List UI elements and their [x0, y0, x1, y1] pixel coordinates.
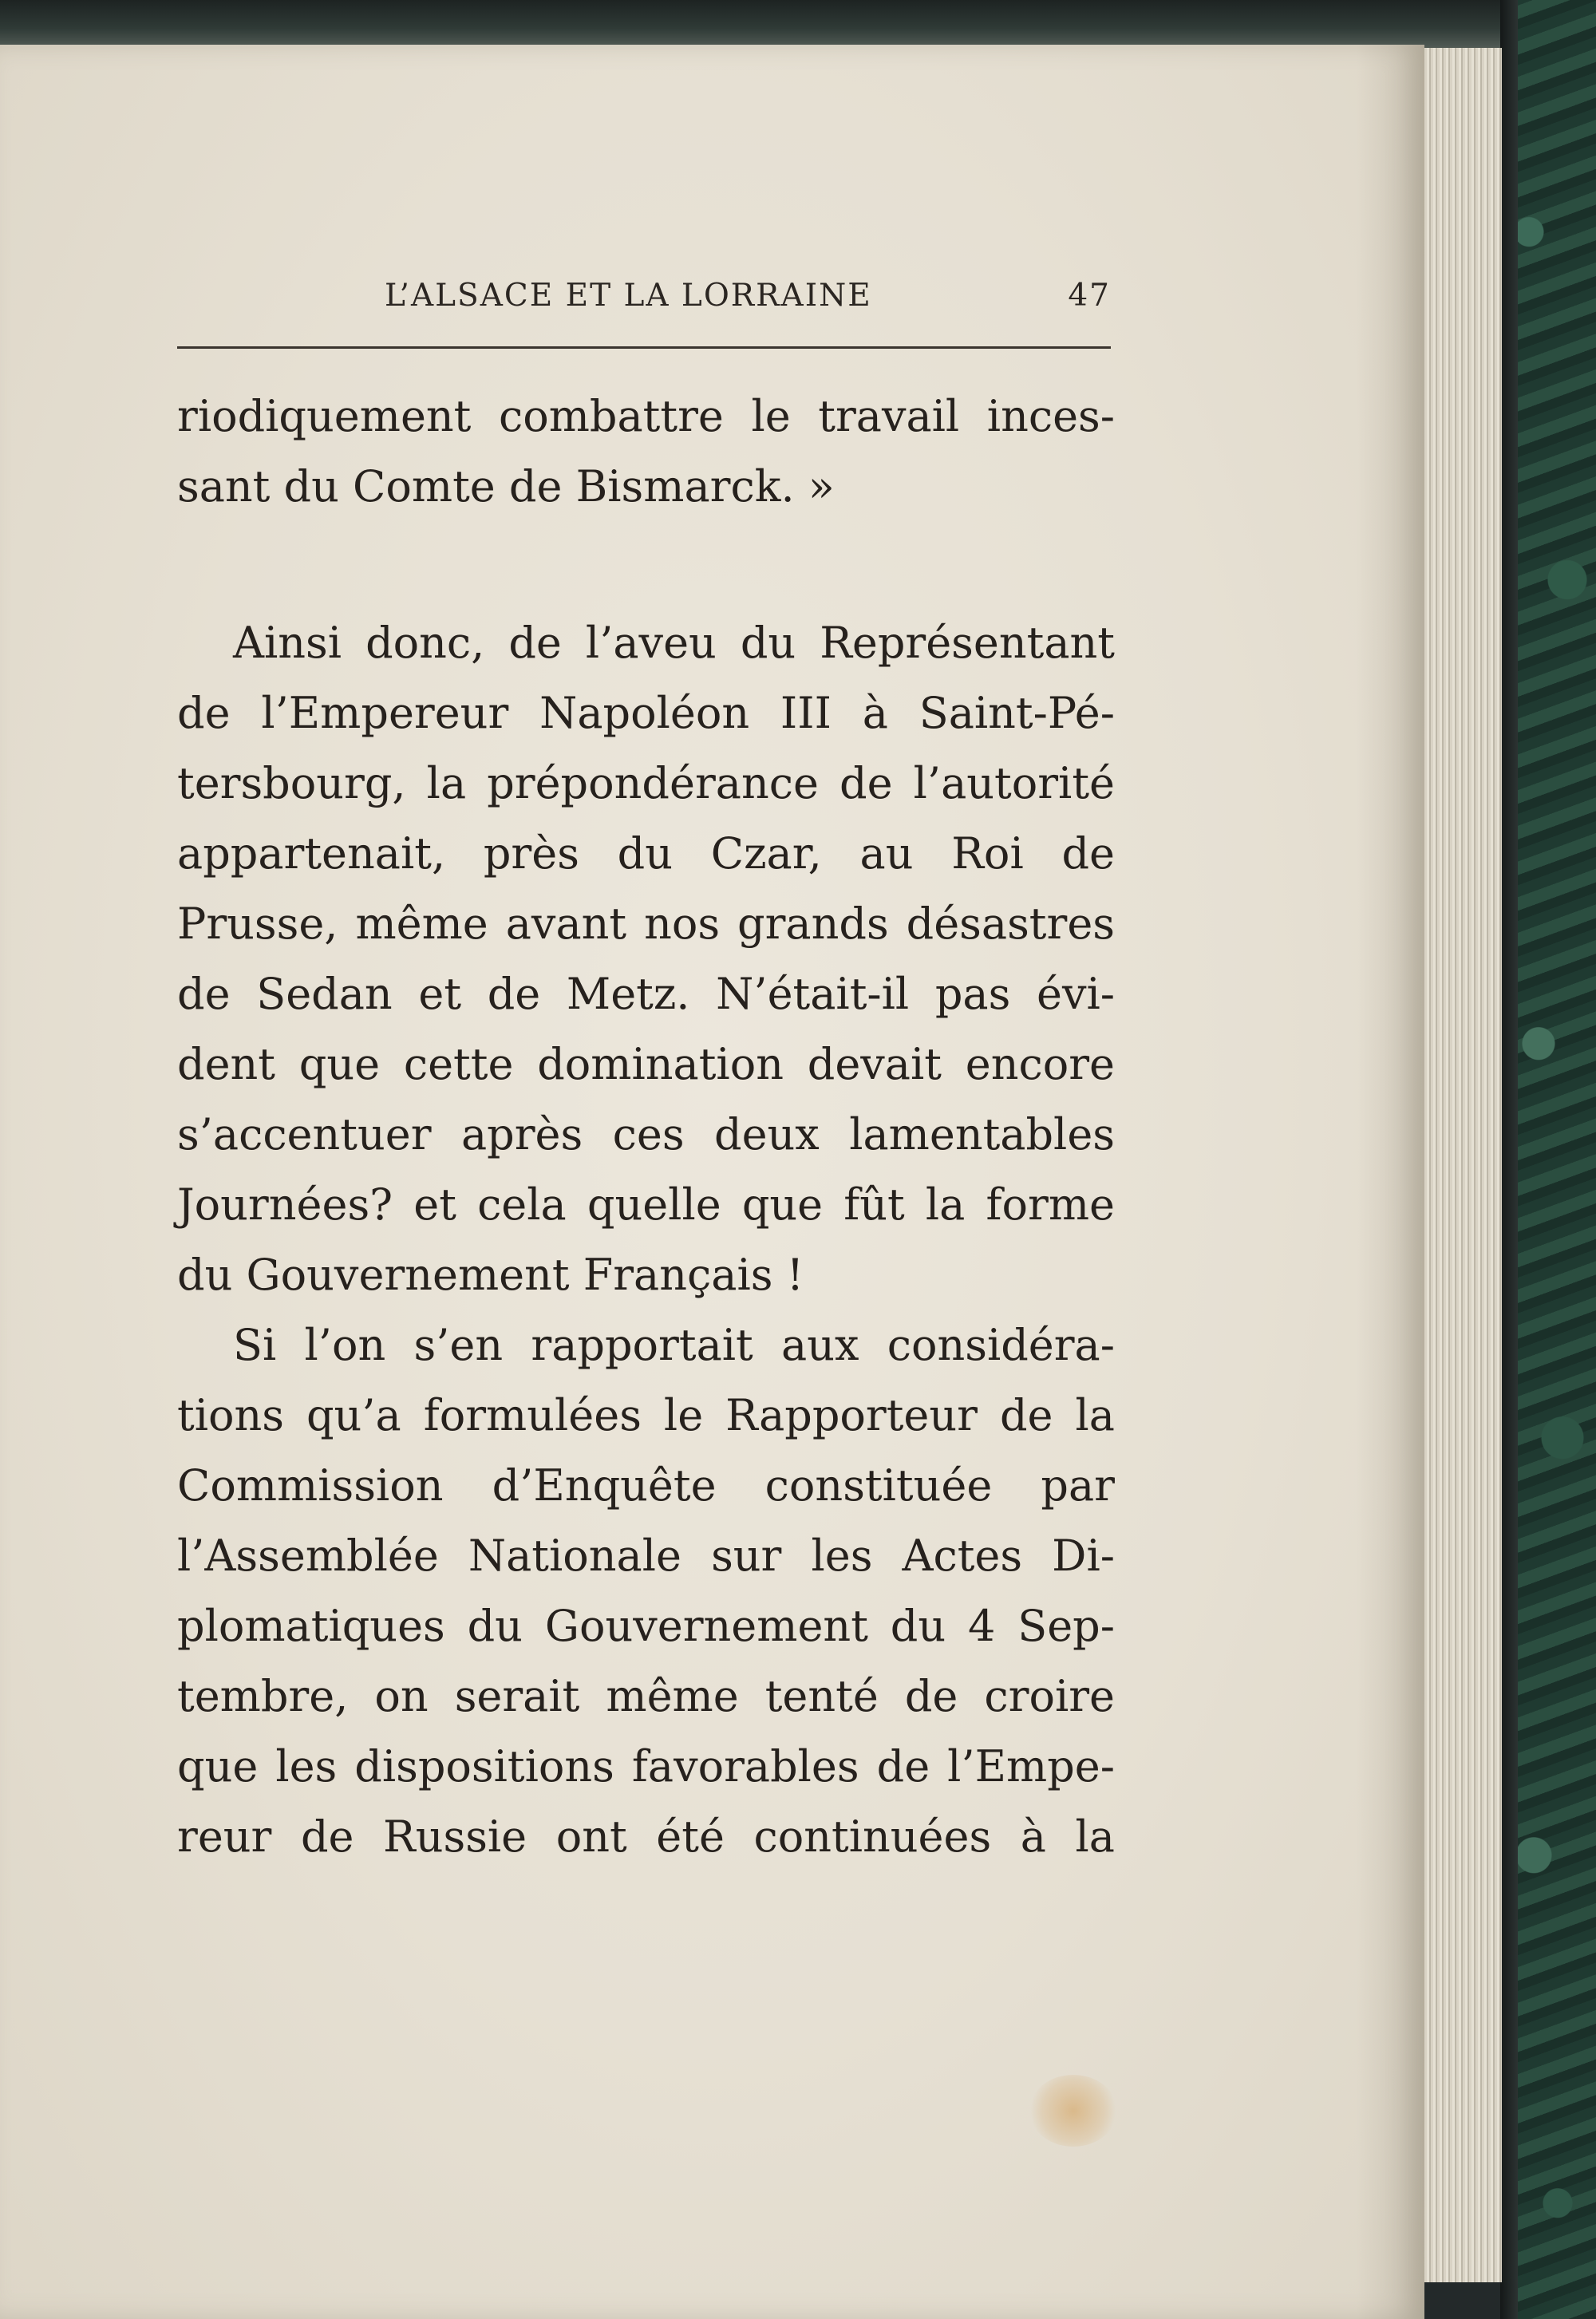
- page-stack-edges: [1414, 48, 1504, 2282]
- text-line: du Gouvernement Français !: [177, 1250, 804, 1300]
- text-line: que les dispositions favorables de l’Empe-: [177, 1741, 1115, 1792]
- text-line: riodiquement combattre le travail inces-: [177, 391, 1115, 441]
- running-title: L’ALSACE ET LA LORRAINE: [385, 278, 872, 314]
- header-rule: [177, 346, 1111, 349]
- text-line: l’Assemblée Nationale sur les Actes Di-: [177, 1531, 1115, 1581]
- page-shadow: [1357, 45, 1424, 2319]
- text-line: tembre, on serait même tenté de croire: [177, 1671, 1115, 1721]
- text-line: tions qu’a formulées le Rapporteur de la: [177, 1390, 1115, 1440]
- paragraph-continuation: [177, 381, 1115, 522]
- page-number: 47: [1068, 278, 1111, 314]
- text-line: de l’Empereur Napoléon III à Saint-Pé-: [177, 688, 1115, 738]
- text-line: tersbourg, la prépondérance de l’autorité: [177, 758, 1115, 808]
- text-line: reur de Russie ont été continuées à la: [177, 1811, 1115, 1862]
- text-line: Prusse, même avant nos grands désastres: [177, 899, 1115, 949]
- text-line: sant du Comte de Bismarck. »: [177, 461, 835, 512]
- text-line: Journées? et cela quelle que fût la forme: [177, 1179, 1115, 1230]
- paragraph: [177, 608, 1115, 1310]
- text-line: Ainsi donc, de l’aveu du Représentant: [233, 618, 1115, 668]
- binding-top-edge: [0, 0, 1596, 51]
- text-line: de Sedan et de Metz. N’était-il pas évi-: [177, 969, 1115, 1019]
- text-line: plomatiques du Gouvernement du 4 Sep-: [177, 1601, 1115, 1651]
- running-head: [177, 278, 1111, 326]
- text-line: Si l’on s’en rapportait aux considéra-: [233, 1320, 1115, 1370]
- text-line: dent que cette domination devait encore: [177, 1039, 1115, 1089]
- text-line: s’accentuer après ces deux lamentables: [177, 1109, 1115, 1160]
- paragraph: [177, 1310, 1115, 1872]
- foxing-stain: [1029, 2075, 1117, 2147]
- text-line: Commission d’Enquête constituée par: [177, 1460, 1115, 1511]
- text-line: appartenait, près du Czar, au Roi de: [177, 828, 1115, 879]
